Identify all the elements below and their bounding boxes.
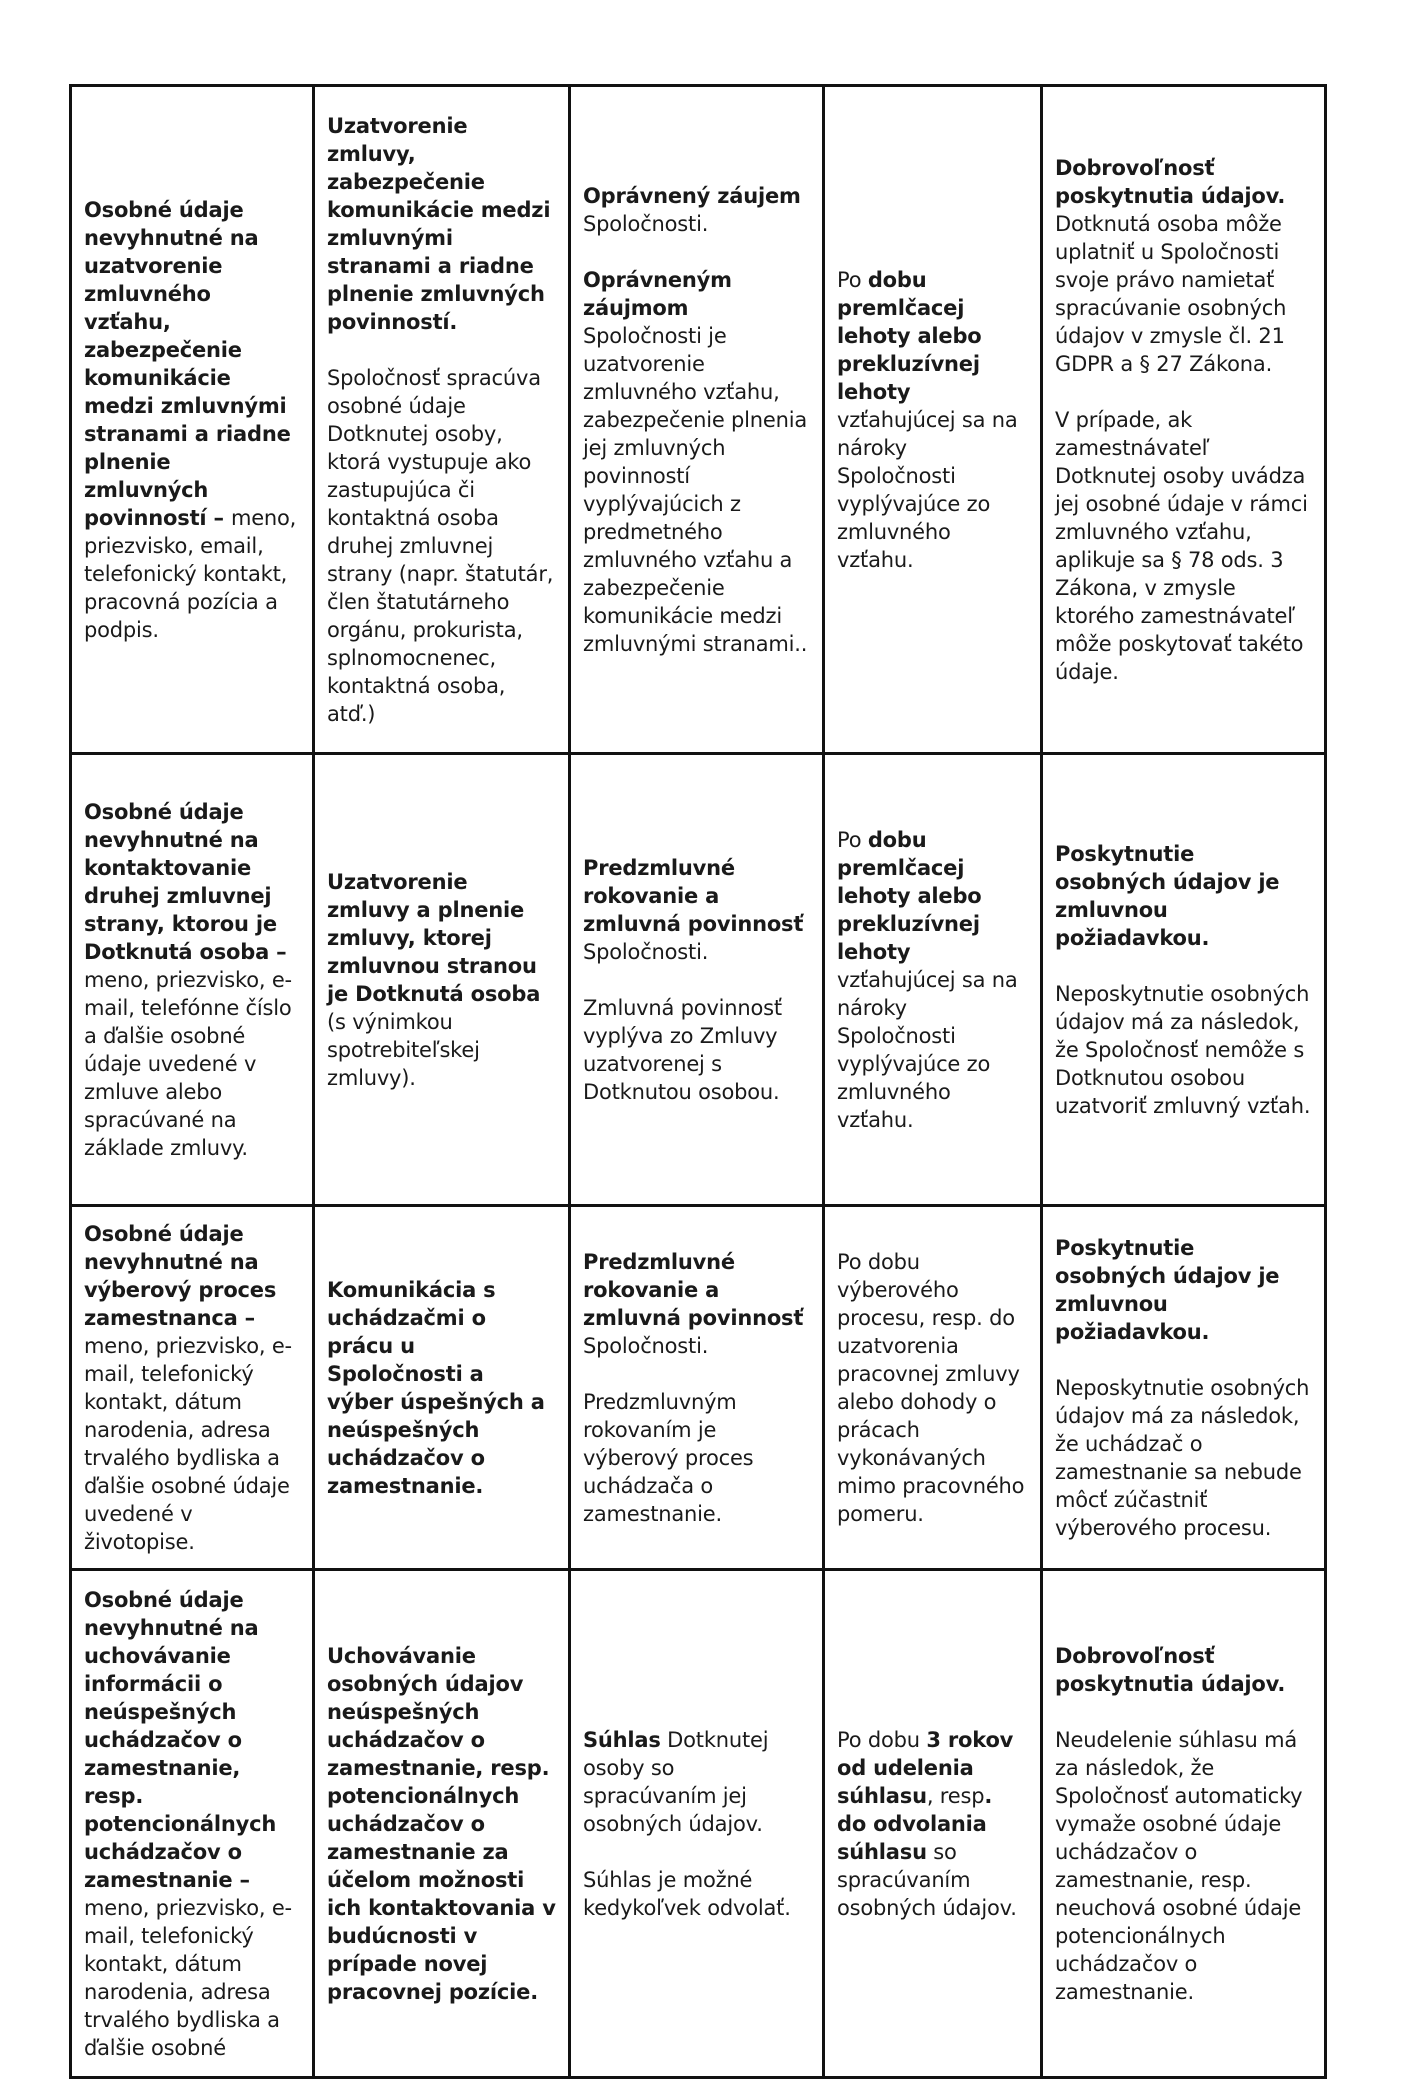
cell-bold-text: Súhlas xyxy=(583,1727,661,1752)
legal-basis-cell xyxy=(570,754,824,1206)
legal-basis-cell xyxy=(570,86,824,754)
retention-cell xyxy=(824,754,1042,1206)
cell-text: Predzmluvným rokovaním je výberový proces uchádzača o zamestnanie. xyxy=(583,1389,754,1526)
purpose-cell xyxy=(314,754,570,1206)
table-row xyxy=(71,1206,1326,1570)
cell-text: Po xyxy=(837,827,868,852)
table-row xyxy=(71,86,1326,754)
cell-bold-text: Osobné údaje nevyhnutné na uzatvorenie zmluvného vzťahu, zabezpečenie komunikácie medzi zmluvnými stranami a riadne plnenie zmluvných povinností – xyxy=(84,197,291,530)
cell-bold-text: Poskytnutie osobných údajov je zmluvnou požiadavkou. xyxy=(1055,841,1280,950)
cell-bold-text: dobu premlčacej lehoty alebo prekluzívnej lehoty xyxy=(837,827,982,964)
cell-text: Dotknutej osoby so spracúvaním jej osobných údajov. xyxy=(583,1727,769,1836)
cell-bold-text: Osobné údaje nevyhnutné na kontaktovanie druhej zmluvnej strany, ktorou je Dotknutá osoba – xyxy=(84,799,287,964)
cell-text: Spoločnosti je uzatvorenie zmluvného vzťahu, zabezpečenie plnenia jej zmluvných povinností vyplývajúcich z predmetného zmluvného vzťahu a zabezpečenie komunikácie medzi zmluvnými stranami.. xyxy=(583,323,808,656)
purpose-cell xyxy=(314,86,570,754)
table-row xyxy=(71,754,1326,1206)
retention-cell xyxy=(824,1206,1042,1570)
cell-text: , resp xyxy=(926,1783,985,1808)
cell-bold-text: Uzatvorenie zmluvy a plnenie zmluvy, ktorej zmluvnou stranou je Dotknutá osoba xyxy=(327,869,541,1006)
data-categories-cell xyxy=(71,86,314,754)
cell-text: (s výnimkou spotrebiteľskej zmluvy). xyxy=(327,1009,480,1090)
purpose-cell xyxy=(314,1570,570,2078)
requirement-cell xyxy=(1042,1206,1326,1570)
cell-text: Spoločnosti. xyxy=(583,211,709,236)
cell-bold-text: 3 rokov od udelenia súhlasu xyxy=(837,1727,1014,1808)
cell-bold-text: Komunikácia s uchádzačmi o prácu u Spoločnosti a výber úspešných a neúspešných uchádzačov o zamestnanie. xyxy=(327,1277,545,1498)
cell-bold-text: dobu premlčacej lehoty alebo prekluzívnej lehoty xyxy=(837,267,982,404)
cell-text: meno, priezvisko, e-mail, telefonický kontakt, dátum narodenia, adresa trvalého bydliska a ďalšie osobné xyxy=(84,1895,292,2060)
cell-bold-text: Osobné údaje nevyhnutné na výberový proces zamestnanca – xyxy=(84,1221,277,1330)
cell-text: Súhlas je možné kedykoľvek odvolať. xyxy=(583,1867,791,1920)
table-row xyxy=(71,1570,1326,2078)
cell-text: Zmluvná povinnosť vyplýva zo Zmluvy uzatvorenej s Dotknutou osobou. xyxy=(583,995,782,1104)
cell-bold-text: Osobné údaje nevyhnutné na uchovávanie informácii o neúspešných uchádzačov o zamestnanie, resp. potencionálnych uchádzačov o zamestnanie – xyxy=(84,1587,277,1892)
retention-cell xyxy=(824,1570,1042,2078)
cell-text: V prípade, ak zamestnávateľ Dotknutej osoby uvádza jej osobné údaje v rámci zmluvného vzťahu, aplikuje sa § 78 ods. 3 Zákona, v zmysle ktorého zamestnávateľ môže poskytovať takéto údaje. xyxy=(1055,407,1308,684)
requirement-cell xyxy=(1042,1570,1326,2078)
cell-bold-text: . do odvolania súhlasu xyxy=(837,1783,993,1864)
cell-bold-text: Predzmluvné rokovanie a zmluvná povinnosť xyxy=(583,1249,804,1330)
cell-bold-text: Predzmluvné rokovanie a zmluvná povinnosť xyxy=(583,855,804,936)
cell-text: vzťahujúcej sa na nároky Spoločnosti vyplývajúce zo zmluvného vzťahu. xyxy=(837,407,1018,572)
cell-bold-text: Uchovávanie osobných údajov neúspešných uchádzačov o zamestnanie, resp. potencionálnych uchádzačov o zamestnanie za účelom možnosti ich kontaktovania v budúcnosti v prípade novej pracovnej pozície. xyxy=(327,1643,556,2004)
requirement-cell xyxy=(1042,86,1326,754)
legal-basis-cell xyxy=(570,1570,824,2078)
cell-bold-text: Uzatvorenie zmluvy, zabezpečenie komunikácie medzi zmluvnými stranami a riadne plnenie zmluvných povinností. xyxy=(327,113,551,334)
data-categories-cell xyxy=(71,1206,314,1570)
processing-table xyxy=(69,84,1327,2079)
data-categories-cell xyxy=(71,754,314,1206)
cell-text: meno, priezvisko, email, telefonický kontakt, pracovná pozícia a podpis. xyxy=(84,505,297,642)
cell-text: Po dobu xyxy=(837,1727,927,1752)
cell-text: Neposkytnutie osobných údajov má za následok, že Spoločnosť nemôže s Dotknutou osobou uzatvoriť zmluvný vzťah. xyxy=(1055,981,1311,1118)
legal-basis-cell xyxy=(570,1206,824,1570)
cell-text: Spoločnosť spracúva osobné údaje Dotknutej osoby, ktorá vystupuje ako zastupujúca či kontaktná osoba druhej zmluvnej strany (napr. štatutár, člen štatutárneho orgánu, prokurista, splnomocnenec, kontaktná osoba, atď.) xyxy=(327,365,554,726)
cell-bold-text: Poskytnutie osobných údajov je zmluvnou požiadavkou. xyxy=(1055,1235,1280,1344)
cell-bold-text: Oprávneným záujmom xyxy=(583,267,732,320)
purpose-cell xyxy=(314,1206,570,1570)
cell-text: Neudelenie súhlasu má za následok, že Spoločnosť automaticky vymaže osobné údaje uchádzačov o zamestnanie, resp. neuchová osobné údaje potencionálnych uchádzačov o zamestnanie. xyxy=(1055,1727,1303,2004)
retention-cell xyxy=(824,86,1042,754)
cell-bold-text: Dobrovoľnosť poskytnutia údajov. xyxy=(1055,155,1286,208)
data-categories-cell xyxy=(71,1570,314,2078)
cell-text: Po dobu výberového procesu, resp. do uzatvorenia pracovnej zmluvy alebo dohody o prácach vykonávaných mimo pracovného pomeru. xyxy=(837,1249,1025,1526)
cell-bold-text: Dobrovoľnosť poskytnutia údajov. xyxy=(1055,1643,1286,1696)
cell-text: Spoločnosti. xyxy=(583,1333,709,1358)
requirement-cell xyxy=(1042,754,1326,1206)
cell-text: Dotknutá osoba môže uplatniť u Spoločnosti svoje právo namietať spracúvanie osobných údajov v zmysle čl. 21 GDPR a § 27 Zákona. xyxy=(1055,211,1287,376)
cell-text: Spoločnosti. xyxy=(583,939,709,964)
cell-text: so spracúvaním osobných údajov. xyxy=(837,1839,1017,1920)
cell-text: Po xyxy=(837,267,868,292)
cell-text: meno, priezvisko, e-mail, telefónne číslo a ďalšie osobné údaje uvedené v zmluve alebo spracúvané na základe zmluvy. xyxy=(84,967,292,1160)
cell-text: Neposkytnutie osobných údajov má za následok, že uchádzač o zamestnanie sa nebude môcť zúčastniť výberového procesu. xyxy=(1055,1375,1310,1540)
cell-text: vzťahujúcej sa na nároky Spoločnosti vyplývajúce zo zmluvného vzťahu. xyxy=(837,967,1018,1132)
cell-text: meno, priezvisko, e-mail, telefonický kontakt, dátum narodenia, adresa trvalého bydliska a ďalšie osobné údaje uvedené v životopise. xyxy=(84,1333,292,1554)
cell-bold-text: Oprávnený záujem xyxy=(583,183,801,208)
